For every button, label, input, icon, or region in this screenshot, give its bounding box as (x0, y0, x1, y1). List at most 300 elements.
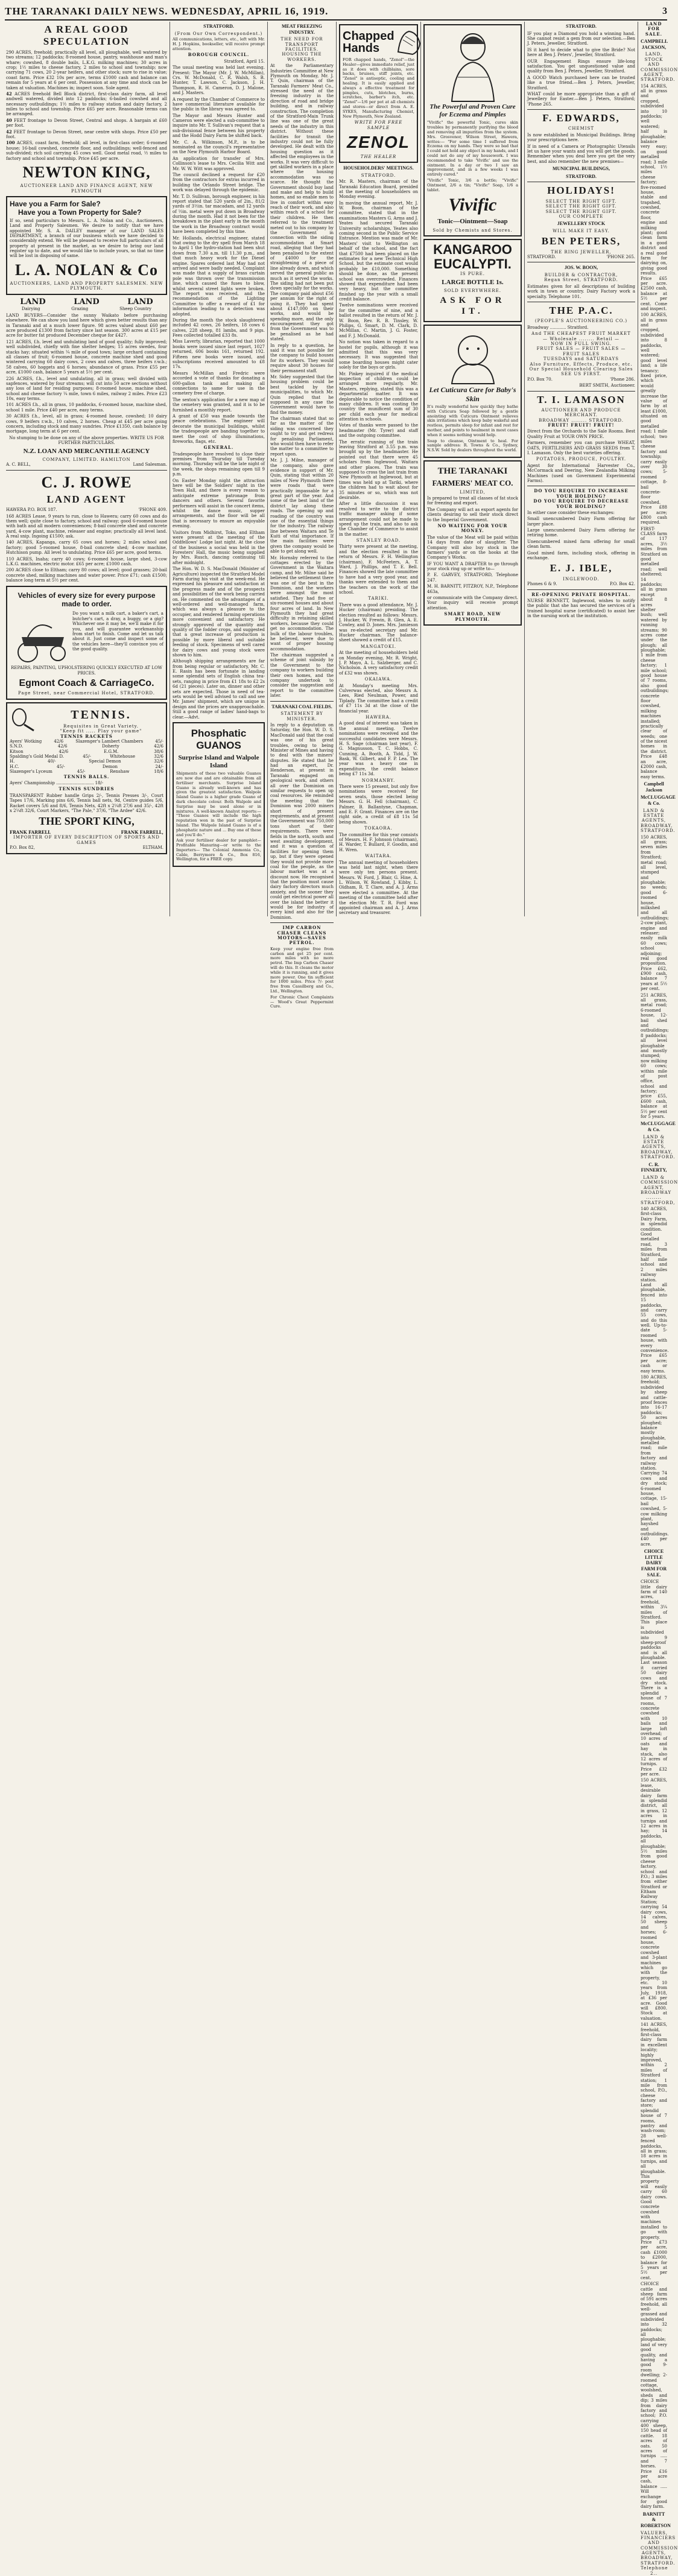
cuticura-ad (423, 325, 522, 458)
lot-text: ACRES freehold Bell Block district, first-class dairy farm, all level andwell watered, divided into 12 paddocks; 6-bailed cowshed and all necessary outbuildings; 1½ miles to railway station and dairy factory, 2 miles to school and township. Price £65 per acre. Reasonable terms can be arranged. (6, 91, 167, 117)
holidays-line: OUR COMPLETE (559, 214, 604, 219)
lamason-line: FRUIT! FRUIT! FRUIT! (548, 422, 615, 428)
paragraph: At the meeting of householders held on Monday evening, Mr. R. Wright, J. P. Mayo, A. L. Salzberger, and C. Nicholson. A very satisfactory credit of £32 was shown. (339, 650, 418, 676)
land-121: 121 ACRES, f.h. level and undulating land of good quality; fully improved; well subdivided, chiefly with fine shelter hedges; 15 acres swedes, four stacks hay; situated within ¼ mile of good town; large orchard containing all classes of fruit; 6-roomed house, concrete machine shed and good wintered carrying 60 dairy cows, 2 cows and calves, three heifers r.w.b.; 58 calves, 60 hoggets and 6 horses; abundance of grass. Price £55 per acre, £1000 cash, balance 5 years at 5½ per cent. (6, 339, 167, 375)
column-3 (268, 22, 337, 1009)
lamason-name: T. I. LAMASON (537, 393, 626, 405)
racket-name: Whitehouse (110, 754, 135, 760)
farrell-right: FRANK FARRELL, (121, 829, 163, 835)
finnerty-addr: BROADWAY ........ STRATFORD, (641, 1190, 676, 1205)
column-1 (4, 22, 170, 916)
cj-big: Campbell Jackson (644, 781, 664, 793)
imp-body: Keep your engine free from carbon and get 25 per cent. more miles with no more petrol. The Imp Carbon Chaser will do this. It cleans the motor while it is running, and it gives more power. One tin sufficient for 1000 miles. Price 7/- post free from Cassilberg and Co., Ltd., Wellington. (270, 946, 334, 994)
edwards-chemist: CHEMIST (568, 126, 594, 132)
sundries-body: TRANSPARENT Rubber handle Grips 2/-, Tennis Presses 3/-, Court Tapes 17/6, Marking pins 6/6, Tennis ball nets, 9d, Centre guides 5/6, Racket covers 5/6 and 8/6, Tennis Nets, 42ft x 2¼ft 27/6 and 35/-, 42ft x 2¼ft 32/6, Court Markers, "The Pale," 37/6, "The Ardee" 42/6. (10, 793, 163, 813)
notice: All communications, letters, etc., left with Mr. H. J. Hopkins, bookseller, will receive prompt attention. (173, 36, 265, 51)
nz-bell: A. C. BELL, (6, 462, 31, 468)
nz-salesman: Land Salesman. (133, 462, 167, 468)
rowe-200: 200 ACRES close to Eltham; carry 80 cows; all level; good grasses; 20-bail concrete shed, milking machines and water power. Price £71; cash £1500; balance long term at 5½ per cent. (6, 568, 167, 583)
pac-smith: BERT SMITH, Auctioneer. (579, 383, 635, 389)
hospital-body: NURSE BENNETT, Inglewood, wishes to notify the public that she has secured the services of a trained hospital nurse (certificated) to assist her in the nursing work at the institution. (527, 598, 635, 619)
paragraph: Is prepared to treat all classes of fat stock for freezing and export. (427, 495, 518, 506)
land-heading: LAND (20, 297, 46, 306)
peters-ad: WHAT could be more appropriate than a gift of Jewellery for Easter.—Ben J. Peters, Stratford; 'Phone 265. (527, 91, 635, 107)
newton-king-name: NEWTON KING, (22, 163, 151, 181)
land-headings (6, 297, 167, 307)
hh-waitara: WAITARA. (365, 854, 392, 859)
pac-line: Our Special Household Clearing Sales (529, 366, 633, 372)
rackets-heading: TENNIS RACKETS (60, 733, 113, 739)
ben-town: STRATFORD. (527, 255, 556, 260)
ben-phone: 'PHONE 265. (606, 255, 635, 260)
paragraph: The annual meeting of householders was held last night, when there were only ten persons present. Messrs. W. Ford, J. Blair, G. Hine, A. L. Wilson, W. Rowland, J. Kibby, L. Oldham, R. T. Clare, and A. J. Arms were elected a committee. At the meeting of the committee held after the election Mr. T. R. Ford was appointed chairman and A. J. Arms secretary and treasurer. (339, 860, 418, 916)
paragraph: The Company will act as export agents for clients desiring to sell their stock direct to the Imperial Government. (427, 507, 518, 522)
paragraph: There were 15 present, but only five nominations were received for seven seats, those elected being Messrs. G. H. Fell (chairman), C. Palmer, B. Ballantyne, Chapman, and E. F. Grant. Finances are on the right side, a credit of £8 11s 5d being shown. (339, 784, 418, 825)
farrell-town: ELTHAM. (142, 845, 163, 851)
tennis-slogan: "Keep fit ..... Play your game" (60, 729, 142, 734)
land-101: 101 ACRES f.h., all in grass, 10 paddocks, 6-roomed house, machine shed, school 1 mile. Price £40 per acre, easy terms. (6, 402, 167, 413)
land-sheep: Sheep Country (119, 306, 152, 312)
racket-price: 24/- (155, 764, 163, 769)
paragraph: Miss Laverty, librarian, reported that 1000 books were issued since last report, 1027 returned, 606 books 161, returned 192. Fifteen new books were issued, and subscriptions received amounted to £8 17s. (173, 339, 265, 370)
zenol-logo: ZENOL (347, 133, 410, 152)
paragraph: During the month the stock slaughtered included 42 cows, 26 heifers, 18 cows 6 calves, 228 sheep, 81 lambs, and 9 pigs. Fees collected totalled £33 8s. (173, 317, 265, 338)
guano-ad (173, 722, 265, 867)
masthead-title: THE TARANAKI DAILY NEWS. WEDNESDAY, APRIL 16, 1919. (5, 5, 329, 17)
balls-heading: TENNIS BALLS. (63, 773, 110, 779)
paragraph: A good deal of interest was taken in the annual meeting. Twelve nominations were received and the successful candidates were Messrs. H. S. Sage (chairman last year), F. G. Magnusson, T. C. Hobbs, C. Cunning, A. Booth, A. Tidd, J. W. Bask, W. Gilbert, and F. P. Lea. The year was a heavy one in expenditure, the credit balance being £7 11s 3d. (339, 721, 418, 777)
racket-name: H.C. (10, 764, 19, 769)
paragraph: Tradespeople have resolved to close their premises from Thursday till Tuesday morning. Thursday will be the late night of the week, the shops remaining open till 9 p.m. (173, 451, 265, 477)
holidays-line: JEWELLERY STOCK (557, 221, 606, 227)
paragraph: Direct from the Orchards to the Sale Rooms. Best Quality Fruit at YOUR OWN PRICE. (527, 429, 635, 439)
paragraph: There was a good attendance, Mr. J. Hucker (chairman) presiding. The election resulted as follows: Messrs. J. Hucker, W. Frewin, B. Glen, A. E. Cowley, and D. Jones. Mrs. Jamieson was re-elected secretary and Mr. Hucker chairman. The balance-sheet showed a credit of £15. (339, 602, 418, 643)
barnitt-name: BARNITT & ROBERTSON (641, 2511, 671, 2528)
pac-line: TUESDAYS and SATURDAYS (543, 357, 619, 362)
ible-town: INGLEWOOD. (563, 576, 600, 582)
racket-name: Doherty (102, 744, 119, 749)
farrell-left: FRANK FARRELL (10, 829, 51, 835)
sundries-heading: TENNIS SUNDRIES (59, 786, 115, 792)
tennis-sub: Requisites in Great Variety. (63, 723, 139, 729)
paragraph: CHOICE little dairy farm of 140 acres, freehold, within 3¼ miles of Stratford. This place is subdivided into 9 sheep-proof paddocks and is all ploughable. Last season it carried 50 dairy cows and dry stock. There is a splendid house of 7 rooms, concrete cowshed with 10 bails and large loft overhead; 10 acres of oats and hay in stack, also 12 acres of turnips. Price £32 per acre. (641, 1579, 667, 1777)
racket-name: Slazenger's Lyceum (10, 769, 52, 775)
paragraph: The value of the Meat will be paid within 14 days from date of slaughter. The Company will also buy stock in the farmers' yards or on the hooks at the Company's Works. (427, 535, 518, 560)
masthead (5, 4, 667, 21)
paragraph: 154 ACRES, all in grass and cropped, subdivided into 10 paddocks; well watered; half is ploughable; balance very easy; on good metalled road; 3 mile school, 1½ miles cheese factory; five-roomed house, stable and trapshed, cowshed, concrete floor, engine and milking plant; good clean farm in a good district and a real good farm for dairying on, giving good results. Price £65 per acre. £2500 cash, balance at 5½ per cent. Come and inspect. (641, 83, 667, 311)
kangaroo-bottle: LARGE BOTTLE 1s. (442, 278, 504, 286)
vivific-sold: Sold by Chemists and Stores. (432, 227, 513, 233)
lot-text: FEET frontage to Devon Street, Central and shops. A bargain at £60 per foot. (6, 118, 167, 128)
paragraph: The chairman suggested a scheme of joint subsidy by the Government to the company to workers building their own homes, and the company undertook to consider the suggestion and report to the committee later. (270, 653, 334, 699)
racket-name: Renshaw (110, 769, 130, 775)
kangaroo-ad (423, 239, 522, 322)
lot-number: 40 (6, 117, 12, 123)
balls-line: Ayers' Championship ............................ 18/- (10, 781, 104, 786)
kangaroo-title: KANGAROO (433, 241, 512, 257)
rowe-140: 140 ACRES, Kapanga, carry 65 cows and horses; 2 miles school and factory; good 5-roomed house, 8-bail concrete shed; 4-cow machine, Hutchison pump. All level to undulating. Price £65 per acre, good terms. (6, 540, 167, 556)
ben-peters-sub: THE RING JEWELLER, (551, 249, 612, 255)
hh-normanby: NORMANBY. (361, 778, 396, 783)
column-6 (525, 22, 638, 916)
land-30: 30 ACRES f.h., level, all in grass; 4-roomed house, cowshed; 10 dairy cows, 9 heifers r.w.b., 10 calves, 2 horses. Cheap at £45 per acre going concern, including stock and many sundries. Price £1350, cash balance by mortgage, long term at 6 per cent. (6, 414, 167, 434)
column-4 (337, 22, 421, 916)
general-heading: GENERAL. (203, 445, 234, 451)
barnitt-sub: VALUERS, FINANCIERS AND COMMISSION AGENTS, (641, 2530, 678, 2556)
finnerty-sub: LAND & COMMISSION AGENT, (641, 1175, 678, 1190)
guano-foot: Ask your fertiliser dealer for pamphlet—Profitable Manuring—or write to the Importers— The Colonial Ammonia Co., Cable, Berrymore & Co., Box 816, Wellington, for a FREE copy. (176, 838, 261, 862)
pac-line: NOW IN FULL SWING. (550, 341, 612, 346)
dateline: Stratford, April 15. (224, 59, 265, 64)
racket-icon (10, 708, 36, 732)
paragraph: Mr. Pinkey inquired if the medical inspection of children could be arranged more regularly. Mr. Masters, replying, stated this was a departmental matter. It was deplorable to notice the condition of many children. It was costing the country the munificent sum of 30 per child each year for medical attention in schools. (339, 371, 418, 422)
nolan-name: L. A. NOLAN & Co (14, 261, 158, 279)
racket-row (10, 739, 163, 744)
vehicles-heading: Vehicles of every size for every purpose made to order. (17, 591, 156, 608)
barnitt-tel: Telephone 2.. (641, 2566, 668, 2576)
hh-hawera: HAWERA. (366, 714, 391, 720)
paragraph: The erratic running of the train leaving Stratford at 3.55 p.m. was brought up by the headmaster. He pointed out that there were 45 scholars from Inglewood, Waitara and other places. The train was supposed to cross the last train from New Plymouth at Inglewood, but at times was held up at Tariki, where the children had to wait about for 35 minutes or so, which was not desirable. (339, 439, 418, 500)
racket-price: 42/6 (154, 744, 163, 749)
holidays-line: SELECT THE RIGHT GIFT. (545, 209, 617, 214)
lamason-sub: AUCTIONEER AND PRODUCE MERCHANT. (541, 407, 621, 418)
pac-line: Broadway ............ Stratford. (527, 325, 589, 330)
hh-stratford: STRATFORD. (361, 173, 396, 178)
column-2 (170, 22, 268, 916)
farmers-garvey: P. E. GARVEY, STRATFORD, Telephone 247. (427, 573, 518, 583)
column-5 (421, 22, 525, 916)
paragraph: The sexton's application for a new map of the cemetery was granted, and it is to be furnished a monthly report. (173, 397, 265, 413)
paragraph: 150 ACRES, all grass; seven miles from Stratford; metal road; all level, stumped and ploughable; no weeds; good 6-roomed house, milkshed and all outbuildings; 2-cow plant, engine and releaser; easily milk 60 cows; school adjoining; real good proposition. Price £62, £900 cash, balance 7 years at 5½ per cent. (641, 834, 669, 992)
paragraph: Thirty were present at the meeting, and the election resulted in the return of Messrs. F. H. Wellington (chairman), F. McFeeters, A. T. Ward, J. Phillips, and T. E. Bell. Finances showed the late committee to have had a very good year, and thanks were extended to them and the teachers on the work of the school. (339, 544, 418, 595)
cuticura-heading: Let Cuticura Care for Baby's Skin (429, 385, 516, 403)
nolan-sub: AUCTIONEERS, LAND AND PROPERTY SALESMEN. NEW PLYMOUTH. (10, 281, 163, 291)
paragraph: If in need of a Camera or Photographic Utensils let us have your wants and you will get the goods. Remember when you deal here you get the very best, and also remember the new premises— (527, 144, 635, 164)
racket-row (10, 749, 163, 754)
paragraph: Mr. R. Masters, chairman of the Taranaki Education Board, presided at the meeting of householders on Monday evening. (339, 179, 418, 200)
ible-phone: Phones 6 & 9. (527, 582, 557, 587)
boon-sub: BUILDER & CONTRACTOR, (544, 273, 618, 278)
meat-sub-2: HOUSING THE WORKERS. (282, 52, 322, 62)
nolan-ad (6, 196, 167, 295)
paragraph: Mr. C. A. Wilkinson, M.P., is to be nominated as the council's representative on the New Plymouth Harbor Board. (173, 139, 265, 155)
column-7 (638, 21, 678, 2576)
farmers-address: SMART ROAD, NEW PLYMOUTH. (444, 611, 501, 622)
racket-name: Spalding's Gold Medal D. (10, 754, 64, 760)
barnitt-addr: BROADWAY, STRATFORD. (641, 2555, 676, 2566)
increase-heading: DO YOU REQUIRE TO INCREASE YOUR HOLDING? (534, 488, 629, 499)
paragraph: The council declined a request for £20 from the contractors for extras incurred in building the Orlando Street bridge. The work was delayed through the epidemic. (173, 172, 265, 193)
paragraph: A grant of £50 was made towards the peace celebrations. The engineer will decorate the municipal buildings, whilst the tradespeople are banding together to meet the cost of shop illuminations, fireworks, flags, etc. (173, 413, 265, 444)
paragraph: In either case consider these exchanges: (527, 510, 615, 515)
peters-ad: A GOOD Watch purchased here can be trusted like a true friend.—Ben J. Peters, Jeweller, Stratford. (527, 75, 635, 90)
racket-name: Demon (102, 764, 118, 769)
guano-body: Shipments of these two valuable Guanos are now due and are obtainable from all fertiliser merchants. Surprise Island Guano is already well-known and has given the greatest satisfaction. Walpole Island Guano is a higher grade Guano of dark chocolate colour. Both Walpole and Surprise may be used alone or in mixtures. A well-known Analyst reports:— "These Guanos will include the high reputation won in the past of Surprise Island. The Walpole Island Guano is of a phosphatic nature and ... Buy one of these and you'll do." (176, 771, 261, 837)
paragraph: In moving the annual report, Mr. J. W. Boon, chairman of the committee, stated that in the examinations Masters G. Arms and J. Yeates had secured Taranaki University scholarships, Yeates also coming second in the Public Service Entrance. Mention was made of Mr. Masters' visit to Wellington on behalf of the school, and the fact that £7500 had been placed on the estimates for a new Technical High School, but the estimate cost would probably be £10,000. Something should be done, as the present school was overcrowded. Finances showed that expenditure had been very heavy, but the committee finished up the year with a small credit balance. (339, 200, 418, 302)
vivific-ad (423, 24, 522, 236)
pac-line: SEE US FIRST. (561, 372, 601, 377)
paragraph: 150 ACRES, lease, desirable dairy farm in splendid district, all in grass, 12 acres in turnips and 12 acres in hay; 14 paddocks, all ploughable; 5½ miles from good cheese factory, school and P.O.; 3 miles from either Stratford or Eltham Railway Station; carrying 54 dairy cows, 14 calves, 50 sheep and 5 horses; 6-roomed house, concrete cowshed and 3-plant machines which go with the property, etc. 10 years from July, 1918, at £36 per acre. Good will £800. Stock at valuation. (641, 1778, 667, 2021)
paragraph: POTATOES, PRODUCE, POULTRY. (536, 457, 627, 462)
paragraph: Large unencumbered Dairy Farm offering for retiring home. (527, 528, 635, 538)
boon-addr: Regan Street, STRATFORD. (544, 278, 618, 283)
carriage-illustration (10, 610, 70, 664)
nolan-body: If so, send particulars to Messrs. L. A. Nolan and Co., Auctioneers, Land and Property Salesmen. We desire to notify that we have appointed Mr. S. A. DAILEY manager of our LAND SALES DEPARTMENT, a branch of our business which we have decided to considerably extend. We will be pleased to receive full particulars of all property at present in the market, as we desire to bring our land register up to date, and we would like to include yours, so that no time will be lost in disposing of same. (10, 218, 163, 259)
hh-tariki: TARIKI. (368, 596, 389, 601)
lamason-line: BROADWAY ........ STRATFORD. (539, 417, 624, 423)
kangaroo-ask: ASK FOR IT. (440, 296, 505, 317)
racket-name: Kitson (10, 749, 24, 754)
racket-name: E.G.M. (104, 749, 119, 754)
mccluggage-sub: LAND & ESTATE AGENTS, BROADWAY, STRATFORD. (641, 1134, 676, 1160)
vivific-tag: Tonic—Ointment—Soap (437, 218, 508, 226)
zenol-sub: THE HEALER (360, 154, 397, 159)
nolan-question-2: Have you a Town Property for Sale? (18, 208, 142, 217)
vehicles-body: Do you want a milk cart, a baker's cart, a butcher's cart, a dray, a buggy, or a gig? Whichever one it may be, we'll make it for you, and will guarantee workmanship from start to finish. Come and let us talk about it. Just come and inspect some of the vehicles here—they'll convince you of the good quality. (72, 611, 163, 652)
racket-price: 45/- (77, 769, 86, 775)
farmers-ltd: LIMITED, (460, 489, 486, 495)
holidays-line: SELECT THE RIGHT GIFT. (545, 198, 617, 204)
spec-body: 290 ACRES, freehold; practically all level, all ploughable, well watered by two streams; 12 paddocks; 8-roomed house, pantry, washhouse and man's whare; cowshed, 8 double bails, L.K.G. milking machines; 30 acres in crop; 1½ miles to cheese factory, 2 miles to school and township; now carrying 71 cows, 20 2-year heifers, and other stock; sure to rise in value; coast farm. Price £32 10s per acre, terms £1000 cash and balance can remain for 5 years at 6 per cent. Possession at any time and stock can be taken at valuation. Machines in; inspect soon. Sole agent. (6, 49, 167, 90)
paragraph: Unencumbered mixed farm offering for small clean farm. (527, 539, 635, 550)
land-for-sale: LAND FOR SALE. (645, 21, 663, 37)
coal-sub: STATEMENT BY MINISTER. (280, 711, 323, 722)
rowe-phone: 'PHONE 409. (138, 507, 167, 513)
racket-row (10, 764, 163, 769)
council-heading: BOROUGH COUNCIL. (188, 52, 250, 58)
paragraph: 251 ACRES, all grass, metal road; 6-roomed house, 12-bail shed and outbuildings; 8 paddocks; all level ploughable and mostly stumped; now milking 60 cows; within mile of post office, school and factory; price £55, £600 cash, balance at 5½ per cent for 5 years. (641, 992, 669, 1120)
paragraph: A request by the Chamber of Commerce to have commercial literature available for the public in the library was agreed to. (173, 97, 265, 112)
sport-king: THE SPORT KING, (39, 815, 135, 828)
coal-heading: TARANAKI COAL FIELDS. (271, 703, 332, 709)
racket-row (10, 759, 163, 764)
rowe-name: C. J. ROWE (41, 473, 132, 491)
paragraph: Mr. Hollands, electrical engineer, stated that owing to the dry spell from March 18 to April 1 the hydro-station had been shut down from 7.30 a.m. till 11.30 p.m., and that much heavy work for the Diesel engine. Spares ordered last May had not arrived and were badly needed. Complaint was made that a supply of brass curtain pole was thrown over the transmission line, which caused the fuses to blow, whilst several street lights were broken. The report was received, and the recommendation of the Lighting Committee to offer a reward of £1 for information leading to a detection was adopted. (173, 235, 265, 317)
zenol-write: WRITE FOR FREE SAMPLE (354, 120, 403, 130)
nz-loan-name: N.Z. LOAN AND MERCANTILE AGENCY (23, 447, 150, 455)
paragraph: 140 ACRES, first-class Dairy Farm, in splendid condition. Good metalled road, 3 miles from Stratford, half mile school and 2 miles railway station. Land all ploughable, fenced into 15 paddocks, and carry 55 cows, and do this well. Up-to-date 5-roomed house, with every convenience. Price £65 per acre; cash or easy terms. (641, 1207, 669, 1374)
paragraph: Farmers, remember you can purchase WHEAT, OATS, FERTILISERS AND GRASS SEEDS from T. I. Lamason. Only the best varieties offering. (527, 440, 635, 456)
ben-peters-name: BEN PETERS, (541, 235, 621, 247)
pac-box: P.O. Box 70. (527, 376, 553, 382)
mccluggage-name: McCLUGGAGE & Co. (641, 795, 676, 806)
vehicles-repairs: REPAIRS, PAINTING, UPHOLSTERING QUICKLY EXECUTED AT LOW PRICES. (11, 665, 162, 676)
rowe-box: HAWERA P.O. BOX 187. (6, 507, 57, 513)
ible-name: E. J. IBLE, (550, 562, 613, 574)
racket-price: 42/6 (57, 744, 68, 749)
racket-name: Special Demon (89, 759, 121, 764)
paragraph: Mr. Sidey suggested that the housing problem could be best tackled by the municipalities, to which Mr. Quin replied that he supposed in any case the Government would have to find the money. (270, 374, 334, 415)
lot-text: FEET frontage to Devon Street, near centre with shops. Price £50 per foot. (6, 129, 167, 140)
paragraph: At the Parliamentary Industries Committee at New Plymouth on Monday, Mr. J. T. Quin, chairman of the Taranaki Farmers' Meat Co., stressed the need of the freezing industry in the direction of road and bridge building, and in railway construction. The completion of the Stratford-Main Trunk line was one of the great needs of the industry in this district. Without these facilities for transit the industry could not be fully developed. He dealt with the housing question as it affected the employees in the works. It was very difficult to get skilled workers in a place where the housing accommodation was so scarce. He thought the Government should buy land and make and help to build homes, and so enable men to live in comfort within easy reach of their work, and also within reach of a school for their children. He then referred to the treatment meted out to his company by the Government in connection with the siding accommodation at Smart road, alleging that they had been penalised to the extent of £4000 for the straightening of a piece of line already down, and which served the general public as much as it served the works. The siding had not been put down specially for the works. The company paid about £56 per annum for the right of using it. They had spent about £147,000 on their works, and would be spending more, and the only encouragement they got from the Government was to be penalised as he had stated. (270, 63, 334, 342)
pac-line: Also Furniture, Effects, Produce, etc. (530, 361, 633, 367)
paragraph: Is now established in Municipal Buildings. Bring your prescriptions here. (527, 132, 635, 143)
racket-price: 32/6 (154, 759, 163, 764)
correspondent: (From Our Own Correspondent.) (174, 31, 263, 36)
woman-illustration (428, 29, 518, 101)
tennis-ad (6, 702, 167, 854)
pac-sub: (PEOPLE'S AUCTIONEERING CO.) (534, 319, 628, 324)
rowe-110: 110 ACRES, Inaha; carry 40 cows; 6-roomed house, large shed, 3-cow L.K.G. machines, electric motor. £65 per acre; £1000 cash. (6, 556, 167, 567)
zenol-ad (339, 24, 418, 163)
lot-number: 100 (6, 140, 15, 146)
hh-mangatoki: MANGATOKI. (360, 644, 397, 649)
paragraph: Mr. J. J. Milne, manager of the company, also gave evidence in support of Mr. Quin, stating that within 20 miles of New Plymouth there were roads that were practically impassable for a great part of the year. And some of the best land of the district lay along these roads. The opening up and roading of the country was one of the essential things for the industry. The railway line between Waitara and Te Kuiti of vital importance. If the main facilities were given the company would be able to get along well. (270, 458, 334, 554)
cuticura-body: It's really wonderful how quickly they bathe with Cuticura Soap followed by a gentle anointing with Cuticura Ointment relieves skin irritations which keep baby wakeful and restless, permits sleep for infant and rest for mother, and points to healment in most cases when it seems nothing would help. (427, 404, 518, 437)
holidays-line: SELECT THE RIGHT GIFT. (545, 204, 617, 209)
farmers-title-2: FARMERS' MEAT CO. (432, 478, 513, 487)
paragraph: In reply to a deputation on Saturday, the Hon. W. D. S. MacDonald said that the coal was one of his great troubles, owing to being Minister of Mines and having to deal with the miners' disputes. He stated that he had an expert, Dr. Henderson, at present in Taranaki engaged on geological work, and others all over the Dominion on similar requests to open up coal resources. He reminded the meeting that the Dominion was 2000 miners short of present requirements, and at present the Government was 750,000 tons short of their requirements. There were fields in the north, south and west awaiting development, and it was a question of facilities for opening them up, but if they were opened they would not provide more coal for the people, as the labour market was at a discount now. He recognised that the position must cause dairy factory directors much anxiety, and the sooner they could get electrical power all over the island the better it would be for industry of every kind and also for the Dominion. (270, 722, 334, 920)
peters-ad: IS it hard to decide what to give the Bride? Not here at Ben J. Peters', Jeweller, Stratford. (527, 47, 635, 58)
holidays-heading: HOLIDAYS! (547, 185, 615, 197)
vivific-prices: "Vivific" Tonic, 3/6 a bottle; "Vivific" Ointment, 2/6 a tin; "Vivific" Soap, 1/6 a tablet. (427, 177, 518, 192)
stratford-heading: STRATFORD. (203, 24, 234, 29)
paragraph: Votes of thanks were passed to the headmaster (Mr. Tyrer) and staff and the outgoing committee. (339, 423, 418, 439)
lot-text: ACRES, coast farm, freehold; all level, in first-class order; 6-roomed house; 16-bail cowshed, concrete floor, and outbuildings; well-fenced and sub-divided; rich soil carrying 45 cows well. Good metal road, ½ miles to factory and school and township. Price £45 per acre. (6, 141, 167, 161)
racket-name: Ayers' Wotking (10, 738, 42, 744)
farmers-barnitt: M. H. BARNITT, FITZROY, N.P., Telephone 463a, (427, 584, 518, 594)
imp-heading: IMP CARBON CHASER CLEANS MOTORS—SAVES PETROL. (277, 925, 327, 946)
hands-illustration (394, 28, 422, 57)
peters-ad: OUR Engagement Rings ensure life-long satisfaction. You get unquestioned value and quality from Ben J. Peters, Jeweller, Stratford. (527, 59, 635, 74)
pac-line: And THE CHEAPEST FRUIT MARKET (531, 331, 631, 337)
paragraph: No notion was taken in regard to a hostel for pupils, although it was admitted that this was very necessary. It was suggested that some boarding houses might cater solely for the boys or girls. (339, 340, 418, 370)
racket-row (10, 754, 163, 759)
householders-heading: HOUSEHOLDERS' MEETINGS. (343, 165, 414, 171)
nz-loan-sub: COMPANY, LIMITED. HAMILTON (42, 457, 131, 462)
paragraph: IF YOU WANT A DRAFTER to go through your stock ring up or write to— (427, 561, 518, 572)
paragraph: Agent for International Harvester Co., McCormack and Deering, New Zealandia Milking Machines (used on Government Experimental Farms). (527, 463, 635, 483)
hh-tokaora: TOKAORA. (364, 826, 393, 831)
meat-sub-1: THE NEED FOR TRANSPORT FACILITIES. (280, 37, 323, 52)
finnerty-name: C. R. FINNERTY, (641, 1161, 667, 1173)
paragraph: The committee for this year consists of Messrs. H. F. Johnson (chairman), H. Warder, T. Bullard, F. Goodin, and H. Wren. (339, 832, 418, 852)
mccluggage-sub: LAND & ESTATE AGENTS, BROADWAY, STRATFORD. (641, 808, 676, 834)
vehicles-ad (6, 586, 167, 700)
lot-number: 42 (6, 128, 12, 135)
tennis-heading: TENNIS. (71, 708, 131, 722)
meat-heading: MEAT FREEZING INDUSTRY. (281, 24, 323, 35)
decrease-heading: DO YOU REQUIRE TO DECREASE YOUR HOLDING? (533, 498, 629, 509)
paragraph: At Monday's meeting Mrs. Culverwas elected, also Messrs A. Lees, Ried Neulman, Power, and Tiplady. The committee had a credit of £7 11s 3d at the close of the financial year. (339, 683, 418, 714)
farmers-meat-ad (423, 460, 522, 626)
spec-heading: A REAL GOOD SPECULATION (43, 24, 130, 48)
zenol-body: FOR chapped hands, "Zenol"—the Healer—gives immediate relief, just as it does with chilblains, sore backs, bruises, stiff joints, etc. "Zenol" is antiseptic, cooling and healing. It is easily applied and always a effective treatment for pimples, cuts, blotches, burns, scratches, barber's itch, etc. "Zenol"—1/6 per pot at all chemists and stores—or direct from A. E. SYKES, Manufacturing Chemist, New Plymouth, New Zealand. (343, 57, 414, 119)
paragraph: CHOICE cattle and sheep farm of 591 acres freehold, all well-grassed and subdivided into 32 paddocks; all ploughable; land of very good quality, and having a good 9-room dwelling; 2-roomed cottage, woolshed, sheds and dip; 3 miles from dairy factory and school; P.O. carrying 400 sheep, 150 head of cattle. 18 acres of oats. 50 acres of turnips ..... and 7 horses. Price £16 per acre cash, balance ..... Will exchange for good dairy farm. (641, 2282, 667, 2510)
pac-phone: 'Phone 286. (610, 376, 635, 382)
nolan-question-1: Have you a Farm for Sale? (10, 199, 101, 208)
pac-name: THE P.A.C. (549, 305, 613, 317)
paragraph: On Easter Monday night the attraction here will be the Soldiers' night in the Town Hall, and there is every reason to anticipate extreme patronage from dancers and others. Several favorite performers will assist in the concert items, whilst the dance music, supper arrangements, and the floor will be all that is necessary to ensure an enjoyable evening. (173, 478, 265, 529)
stratford-heading: STRATFORD. (566, 24, 597, 29)
racket-name: H. (10, 759, 15, 764)
racket-price: 32/6 (154, 754, 163, 760)
holidays-line: WILL MAKE IT EASY. (553, 228, 610, 233)
racket-price: 18/6 (154, 769, 163, 775)
boon-body: Estimates given for all descriptions of building work in town or country. Dairy Factory work a specialty. Telephone 101. (527, 284, 635, 299)
egmont-sub: Page Street, near Commercial Hotel, STRATFORD. (18, 691, 155, 696)
paragraph: Mr. T. D. Sullivan, borough engineer, in his report stated that 520 yards of 2in., 81/2 yards of 3½in. tar macadam, and 12 yards of ½in. metal were put down in Broadway during the month. Had it not been for the breakdown in the plant early in the month the work in the Broadway contract would have been completed by this time. (173, 194, 265, 235)
edwards-address-2: STRATFORD. (566, 173, 597, 179)
vivific-heading: The Powerful and Proven Cure for Eczema and Pimples (429, 103, 516, 119)
farmers-title-1: THE TARANAKI (437, 466, 508, 476)
paragraph: Although shipping arrangements are far from being regular or satisfactory, Mr. C. E. Rasin has been fortunate in landing some splendid sets of English china tea-sets, ranging in price from £1 18s to £2 2s 6d (21 pieces). Later on, dinner and other sets are expected. Those in need of tea-sets would be well advised to call and see Mr. James' shipment, which are unique in design and the prices are unapproachable. Still a good range of ladies' hand-bags to clear.—Advt. (173, 659, 265, 720)
chapped-title: Chapped Hands (343, 30, 394, 55)
rowe-sub: LAND AGENT (46, 493, 127, 505)
paragraph: Messrs McMillan and Fredric were accorded a vote of thanks for donating a 600-gallon tank and making all connections to same for use in the cemetery free of charge. (173, 370, 265, 396)
vivific-body: "Vivific" the powerful Tonic, cures skin troubles by permanently purifying the blood and removing all impurities from the system. Mrs. Grosvenor, Wilson Street, Hawera, writes:— "For some time I suffered from Eczema on my hands. They were so bad that I could not hold any object in my hands, and I could not do any of my housework. I was recommended to take 'Vivific' and use the ointment. In a day or two I saw an improvement, and in a few weeks I was entirely cured." (427, 120, 518, 177)
land-subheadings (6, 306, 167, 311)
cj-name: CAMPBELL JACKSON, (641, 39, 668, 50)
land-footer: No stumping to be done on any of the above properties. WRITE US FOR FURTHER PARTICULARS. (9, 435, 164, 446)
guano-heading: Phosphatic GUANOS (191, 727, 247, 752)
racket-price: 45/- (83, 754, 91, 760)
hh-okaiawa: OKAIAWA. (364, 677, 393, 682)
peters-ad: IF you play a Diamond you hold a winning hand. She cannot resist a gem from our selection.—Ben J. Peters, Jeweller, Stratford. (527, 31, 635, 46)
lot-number: 42 (6, 90, 12, 97)
land-heading: LAND (127, 297, 153, 306)
paragraph: The chairman stated that so far as the matter of the siding was concerned they ought to try and get redress for penalising Parliament, who would then have to refer the matter to a committee to report upon. (270, 416, 334, 457)
page-number: 3 (662, 6, 667, 17)
edwards-name: F. EDWARDS, (542, 112, 620, 124)
eucalypti-title: EUCALYPTI. (434, 256, 512, 272)
paragraph: An application for transfer of Mrs. Collinson's lease to Mrs. Cecilia Witt and Mr. W. W. Witt was approved. (173, 156, 265, 171)
racket-price: 42/6 (54, 738, 64, 744)
racket-price: 45/- (155, 738, 163, 744)
farmers-no-waiting: NO WAITING FOR YOUR MONEY. (437, 522, 508, 534)
farrell-line: IMPORTER OF EVERY DESCRIPTION OF SPORTS AND GAMES (13, 835, 160, 845)
racket-name: Slazenger's Lambert Chambers (75, 738, 144, 744)
cj-sub: LAND, STOCK AND COMMISSION AGENT, STRATFORD. (641, 52, 678, 83)
rowe-168: 168 ACRES Lease, 9 years to run, close to Hawera; carry 60 cows and do them well; quite close to factory, school and railway; good 6-roomed house with bath and all modern conveniences; 8-bail concrete shed and concrete yard, 4-cow plant, machine, releaser and engine; practically all level land. A real snip. Ingoing £1500; ask. (6, 513, 167, 539)
paragraph: Mr. Hornsby referred to the cottages erected by the Government in the Waitara camp, and Mr. Milne said he believed the settlement there was one of the best in the Dominion, and the workers were amongst the most satisfied. They had five or six-roomed houses and about four acres of land. In New Plymouth they had great difficulty in retaining skilled workers, because they could get no accommodation. The bulk of the labour troubles, he believed, were due to want of proper housing accommodation. (270, 555, 334, 652)
hh-stanley: STANLEY ROAD. (356, 538, 401, 544)
paragraph: Twelve nominations were received for the committee of nine, and a ballot resulted in the return of Mr. J. W. Boon, Rev. R. B. Tinsley, W. Philips, G. Smart, D. M. Clark, D. McMillan, C. Martin, J. G. Foster, and F. J. McDonald. (339, 303, 418, 338)
paragraph: 100 ACRES, all in grass and cropped, subdivided into 8 paddocks, well watered; good level land; a life tenancy; fixed price, which would greatly increase the value of farm by at least £1000, situated on good metalled road; 1 mile school; two miles cheese factory and township; carry easily over 30 cows; 5-roomed cottage, 8-bail concrete-floor cowshed. Price £88 per acre; £800 cash required. (641, 312, 667, 525)
paragraph: 180 ACRES, freehold; subdivided by sheep and cattle-proof fences into 16-17 paddocks; 50 acres ploughed; balance mostly ploughable, metalled road; mile from factory and railway station. Carrying 74 cows and dry stock; 6-roomed house, cottage, 15-bail cowshed, 5-cow milking plant, hayshed and outbuildings. £40 per acre. (641, 1374, 669, 1547)
boon-name: JOS. W. BOON, (564, 265, 598, 271)
pac-line: — Wholesale ........ Retail — (542, 336, 620, 341)
paragraph: The Hon. W. D. S. MacDonald (Minister of Agriculture) inspected the Stratford Model Farm during his visit at the week-end. He expressed his pleasure and satisfaction at the progress made and of the prospects and possibilities of the work being carried on. He commented on the advantages of a well-ordered and well-managed farm, which was always a pleasure to the occupier, and rendered farming operations more convenient and satisfactory. He strongly approved of the quantity and quality of the fodder crops, and suggested that a great increase of production is possible by more liberal and suitable feeding of stock. Specimens of well cared for dairy cows and young stock were shown to him. (173, 566, 265, 658)
kangaroo-sold: SOLD EVERYWHERE. (444, 288, 501, 293)
land-body: LAND BUYERS—Consider the sunny Waikato before purchasing elsewhere. We can show you land here which gives better results than any in Taranaki and at a much lower figure. 98 acres valued about £60 per acre produced £1300 from factory since last season. 300 acres at £15 per acre for butter fat produced December cheque for £427. (6, 312, 167, 338)
hospital-heading: RE-OPENING PRIVATE HOSPITAL. (531, 591, 631, 597)
racket-price: 38/6 (154, 749, 163, 754)
egmont-name: Egmont Coach & CarriageCo. (19, 678, 154, 689)
guano-sub: Surprise Island and Walpole Island (178, 753, 259, 769)
racket-price: 40/- (47, 759, 56, 764)
edwards-address-1: MUNICIPAL BUILDINGS, (553, 166, 610, 172)
paragraph: FIRST-CLASS farm of 117 acres, 3½ miles from Stratford on good metalled road; well sheltered; 14 paddocks; all in grass except about 8 acres shelter bush; well watered by running streams; 90 acres come under the plough; all ploughable; 1 mile from cheese factory; 1 mile school; good house of 7 rooms, also good outbuildings; concrete floor cowshed, milking machines installed; practically clear of weeds; one of the nicest homes in the district. Price £48 an acre, £2000 cash, balance easy terms. (641, 526, 669, 779)
paragraph: After a little discussion it was resolved to write to the district traffic manager asking if some arrangement could not be made to speed up the train, and also to ask the Chamber of Commerce to assist in the matter. (339, 501, 418, 537)
choice-heading: CHOICE LITTLE DAIRY FARM FOR SALE. (641, 1549, 667, 1578)
paragraph: or communicate with the Company direct. Your inquiry will receive prompt attention. (427, 595, 518, 611)
vivific-logo: Vivific (448, 195, 497, 215)
paragraph: The usual meeting was held last evening. Present: The Mayor (Mr. J. W. McMillan), Crs. W. McDonald, C. R. Walsh, S. B. Hunter, T. Lawson, C. Jackson, J. H. Thompson, R. H. Cameron, D. J. Malone, and J. Masters. (173, 65, 265, 96)
land-226: 226 ACRES, f.h., level and undulating, all in grass; well divided with sapfences, watered by four streams; will cut into 50 acre sections without any loss of land for residing purposes; 8-roomed house, machine shed, school and cheese factory ¼ mile, town 6 miles, railway 2 miles. Price £23 10s, easy terms. (6, 376, 167, 402)
racket-price: 42/6 (59, 749, 69, 754)
land-grazing: Grazing (71, 306, 89, 312)
paragraph: In reply to a question, he said it was not possible for the company to build houses for its workers. They would require about 30 houses for their permanent staff. (270, 343, 334, 373)
paragraph: The Mayor and Messrs Hunter and Cameron were elected a sub-committee to inquire into Mr. T. Sullivan's request that a sub-divisional fence between his property and the Hodd Dairy Farm be shifted back. (173, 113, 265, 139)
ible-box: P.O. Box 42. (610, 582, 635, 587)
racket-row (10, 744, 163, 749)
paragraph: Small unencumbered Dairy Farm offering for larger place. (527, 516, 635, 527)
land-dairying: Dairying (21, 306, 40, 312)
racket-price: 45/- (56, 764, 65, 769)
pac-line: FRUIT SALES — FRUIT SALES — FRUIT SALES (536, 346, 626, 357)
baby-illustration (428, 329, 518, 384)
